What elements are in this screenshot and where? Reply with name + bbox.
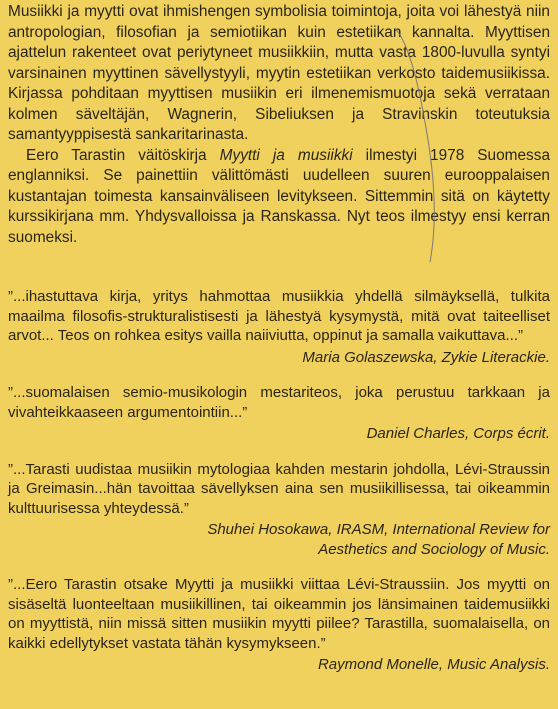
quote-text: ”...Eero Tarastin otsake Myytti ja musiikki viittaa Lévi-Straussiin. Jos myytti on sisäseltä luonteeltaan musiikillinen, tai oikeammin jos länsimainen taidemusiikki on myyttistä, niin missä sitten musiikin myytti piilee? Tarastilla, suomalaisella, on kaikki edellytykset vastata tähän kysymykseen.” <box>8 576 550 652</box>
book-title: Myytti ja musiikki <box>219 146 353 164</box>
review-quote <box>8 575 550 675</box>
quote-source: Daniel Charles, Corps écrit. <box>366 425 550 442</box>
paragraph-2-end: ilmestyi 1978 Suomessa englanniksi. Se painettiin välittömästi uudelleen suuren eurooppalaisen kustantajan toimesta kansainväliseen levitykseen. Sittemmin sitä on käytetty kurssikirjana mm. Yhdysvalloissa ja Ranskassa. Nyt teos ilmestyy ensi kerran suomeksi. <box>8 146 551 246</box>
book-description <box>8 2 550 248</box>
review-quote <box>8 383 550 444</box>
review-quote <box>8 287 550 367</box>
quote-text: ”...suomalaisen semio-musikologin mestariteos, joka perustuu tarkkaan ja vivahteikkaaseen argumentointiin...” <box>8 384 550 421</box>
quote-source: Shuhei Hosokawa, IRASM, International Review for Aesthetics and Sociology of Music. <box>207 521 550 558</box>
quote-source: Raymond Monelle, Music Analysis. <box>317 656 550 673</box>
description-paragraph-1: Musiikki ja myytti ovat ihmishengen symbolisia toimintoja, joita voi lähestyä niin antropologian, filosofian ja semiotiikan kuin estetiikan kannalta. Myyttisen ajattelun rakenteet ovat periytyneet musiikkiin, mutta vasta 1800-luvulla syntyi varsinainen myyttinen sävellystyyli, myytin estetiikan verkosto taidemusiikissa. Kirjassa pohditaan myyttisen musiikin eri ilmenemismuotoja sekä verrataan kolmen säveltäjän, Wagnerin, Sibeliuksen ja Stravinskin toteutuksia samantyyppisestä sankaritarinasta. <box>8 3 550 143</box>
review-quotes <box>8 287 550 691</box>
back-cover <box>8 2 550 702</box>
review-quote <box>8 460 550 560</box>
description-paragraph-2 <box>8 146 550 249</box>
quote-text: ”...Tarasti uudistaa musiikin mytologiaa kahden mestarin johdolla, Lévi-Straussin ja Greimasin...hän tavoittaa sävellyksen aina sen musiikillisessa, tai oikeammin kulttuurisessa yhteydessä.” <box>8 460 550 517</box>
paragraph-2-start: Eero Tarastin väitöskirja <box>26 146 220 164</box>
quote-source: Maria Golaszewska, Zykie Literackie. <box>302 348 550 366</box>
quote-text: ”...ihastuttava kirja, yritys hahmottaa musiikkia yhdellä silmäyksellä, tulkita maailma filosofis-strukturalistisesti ja lähestyä kysymystä, mitä ovat taiteelliset arvot... Teos on rohkea esitys vailla naiiviutta, oppinut ja samalla vaikuttava...” <box>8 288 550 344</box>
